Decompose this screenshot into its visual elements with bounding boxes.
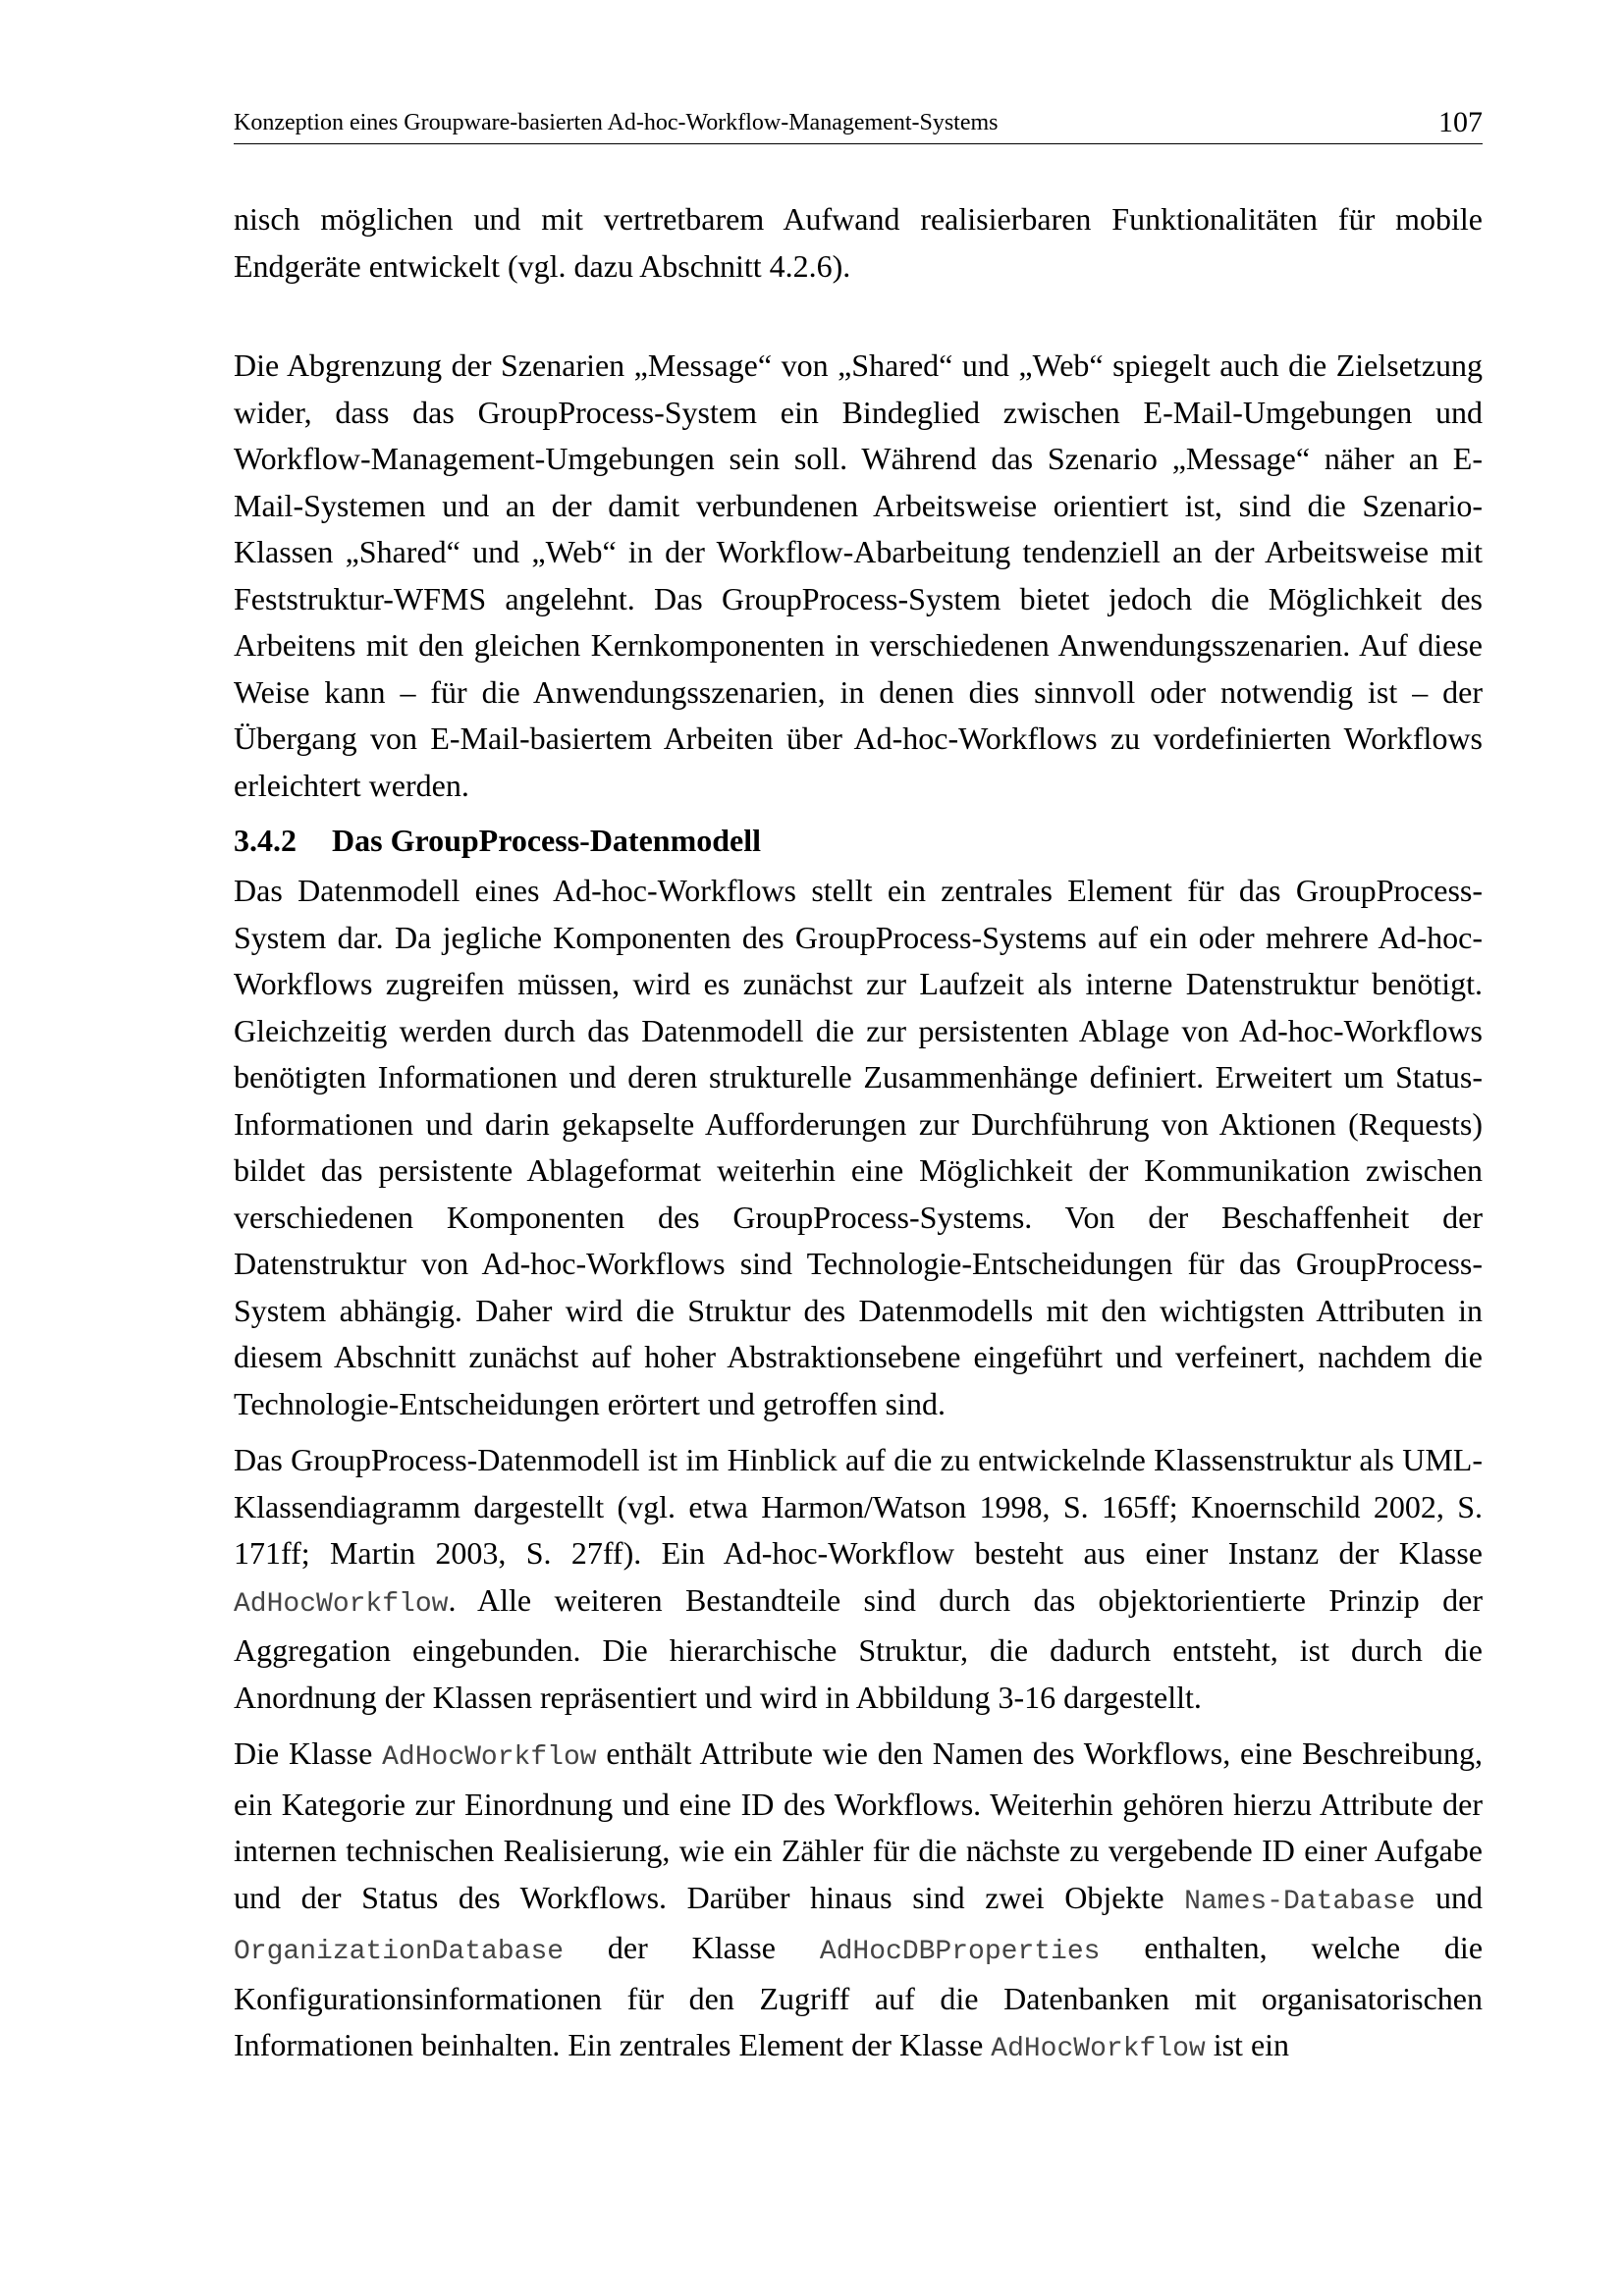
body-text bbox=[234, 196, 1483, 2083]
text-fragment: Das GroupProcess-Datenmodell ist im Hinblick auf die zu entwickelnde Klassenstruktur als UML-Klassendiagramm dargestellt (vgl. etwa Harmon/Watson 1998, S. 165ff; Knoernschild 2002, S. 171ff; Martin 2003, S. 27ff). Ein Ad-hoc-Workflow besteht aus einer Instanz der Klasse bbox=[234, 1442, 1483, 1571]
text-fragment: enthält Attribute wie den Namen des Workflows, eine Beschreibung, ein Kategorie zur Einordnung und eine ID des Workflows. Weiterhin gehören hierzu Attribute der internen technischen Realisierung, wie ein Zähler für die nächste zu vergebende ID einer Aufgabe und der Status des Workflows. Darüber hinaus sind zwei Objekte bbox=[234, 1735, 1484, 1915]
paragraph-continuation: nisch möglichen und mit vertretbarem Aufwand realisierbaren Funktionalitäten für mobile Endgeräte entwickelt (vgl. dazu Abschnitt 4.2.6). bbox=[234, 201, 1483, 284]
object-name-code: OrganizationDatabase bbox=[234, 1937, 565, 1967]
section-title: Das GroupProcess-Datenmodell bbox=[332, 823, 762, 858]
object-name-code: Names-Database bbox=[1184, 1886, 1416, 1917]
text-fragment: enthalten, welche die Konfigurationsinformationen für den Zugriff auf die Datenbanken mit organisatorischen Informationen beinhalten. Ein zentrales Element der Klasse bbox=[234, 1930, 1484, 2062]
paragraph-uml-class-diagram bbox=[234, 1437, 1483, 1721]
class-name-code: AdHocWorkflow bbox=[234, 1588, 449, 1620]
paragraph-data-model-intro: Das Datenmodell eines Ad-hoc-Workflows stellt ein zentrales Element für das GroupProcess-System dar. Da jegliche Komponenten des GroupProcess-Systems auf ein oder mehrere Ad-hoc-Workflows zugreifen müssen, wird es zunächst zur Laufzeit als interne Datenstruktur benötigt. Gleichzeitig werden durch das Datenmodell die zur persistenten Ablage von Ad-hoc-Workflows benötigten Informationen und deren strukturelle Zusammenhänge definiert. Erweitert um Status-Informationen und darin gekapselte Aufforderungen zur Durchführung von Aktionen (Requests) bildet das persistente Ablageformat weiterhin eine Möglichkeit der Kommunikation zwischen verschiedenen Komponenten des GroupProcess-Systems. Von der Beschaffenheit der Datenstruktur von Ad-hoc-Workflows sind Technologie-Entscheidungen für das GroupProcess-System abhängig. Daher wird die Struktur des Datenmodells mit den wichtigsten Attributen in diesem Abschnitt zunächst auf hoher Abstraktionsebene eingeführt und verfeinert, nachdem die Technologie-Entscheidungen erörtert und getroffen sind. bbox=[234, 873, 1483, 1421]
running-header bbox=[234, 102, 1483, 144]
text-fragment: ist ein bbox=[1213, 2027, 1290, 2062]
class-name-code: AdHocDBProperties bbox=[819, 1937, 1101, 1967]
section-heading bbox=[234, 815, 1483, 868]
page-number: 107 bbox=[1438, 106, 1483, 138]
text-fragment: . Alle weiteren Bestandteile sind durch das objektorientierte Prinzip der Aggregation eingebunden. Die hierarchische Struktur, die dadurch entsteht, ist durch die Anordnung der Klassen repräsentiert und wird in Abbildung 3-16 dargestellt. bbox=[234, 1581, 1483, 1715]
text-fragment: Die Klasse bbox=[234, 1735, 373, 1771]
class-name-code: AdHocWorkflow bbox=[382, 1742, 597, 1773]
text-fragment: der Klasse bbox=[607, 1930, 776, 1965]
running-title: Konzeption eines Groupware-basierten Ad-hoc-Workflow-Management-Systems bbox=[234, 110, 999, 135]
paragraph-scenario-delimitation: Die Abgrenzung der Szenarien „Message“ von „Shared“ und „Web“ spiegelt auch die Zielsetzung wider, dass das GroupProcess-System ein Bindeglied zwischen E-Mail-Umgebungen und Workflow-Management-Umgebungen sein soll. Während das Szenario „Message“ näher an E-Mail-Systemen und an der damit verbundenen Arbeitsweise orientiert ist, sind die Szenario-Klassen „Shared“ und „Web“ in der Workflow-Abarbeitung tendenziell an der Arbeitsweise mit Feststruktur-WFMS angelehnt. Das GroupProcess-System bietet jedoch die Möglichkeit des Arbeitens mit den gleichen Kernkomponenten in verschiedenen Anwendungsszenarien. Auf diese Weise kann – für die Anwendungsszenarien, in denen dies sinnvoll oder notwendig ist – der Übergang von E-Mail-basiertem Arbeiten über Ad-hoc-Workflows zu vordefinierten Workflows erleichtert werden. bbox=[234, 347, 1483, 803]
section-number: 3.4.2 bbox=[234, 823, 297, 858]
class-name-code: AdHocWorkflow bbox=[991, 2034, 1206, 2064]
text-fragment: und bbox=[1435, 1879, 1484, 1915]
paragraph-adhocworkflow-class bbox=[234, 1731, 1483, 2073]
